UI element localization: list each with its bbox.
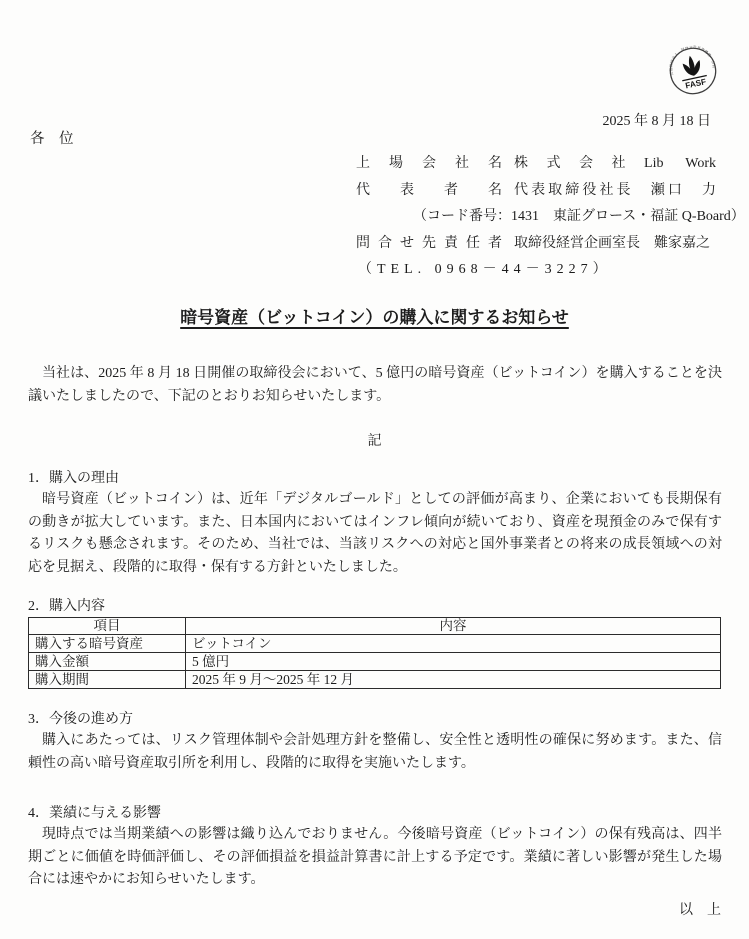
table-header-item: 項目 xyxy=(29,618,186,635)
telephone-line: （TEL. 0968－44－3227） xyxy=(358,262,612,277)
table-header-content: 内容 xyxy=(186,618,721,635)
section-heading: 3．今後の進め方 xyxy=(28,712,133,727)
section-purchase-details xyxy=(28,597,722,689)
recipient-line: 各 位 xyxy=(30,131,74,147)
table-row xyxy=(29,653,721,671)
contact-value: 取締役経営企画室長 難家嘉之 xyxy=(514,235,710,251)
purchase-details-table xyxy=(28,617,721,689)
sender-info-block xyxy=(356,151,745,284)
section-heading: 2．購入内容 xyxy=(28,599,105,614)
stock-code-line: （コード番号：1431 東証グロース・福証 Q-Board） xyxy=(413,209,745,224)
section-earnings-impact xyxy=(28,803,722,892)
table-cell-label: 購入金額 xyxy=(29,653,186,671)
section-body: 現時点では当期業績への影響は織り込んでおりません。今後暗号資産（ビットコイン）の保有残高は、四半期ごとに価値を時価評価し、その評価損益を損益計算書に計上する予定です。業績に著しい影響が発生した場合には速やかにお知らせいたします。 xyxy=(28,827,722,887)
listed-company-label: 上場会社名 xyxy=(356,156,502,171)
representative-value: 代表取締役社長 瀬口 力 xyxy=(514,182,716,198)
listed-company-value: 株式会社Lib Work xyxy=(514,156,716,171)
fasf-logo-icon xyxy=(663,41,722,100)
representative-label: 代表者名 xyxy=(356,182,502,198)
section-body: 暗号資産（ビットコイン）は、近年「デジタルゴールド」としての評価が高まり、企業においても長期保有の動きが拡大しています。また、日本国内においてはインフレ傾向が続いており、資産を現預金のみで保有するリスクも懸念されます。そのため、当社では、当該リスクへの対応と国外事業者との将来の成長領域への対応を見据え、段階的に取得・保有する方針といたしました。 xyxy=(28,492,722,575)
table-row xyxy=(29,635,721,653)
fasf-acronym: FASF xyxy=(684,77,707,91)
intro-paragraph: 当社は、2025 年 8 月 18 日開催の取締役会において、5 億円の暗号資産（ビットコイン）を購入することを決議いたしましたので、下記のとおりお知らせいたします。 xyxy=(28,366,722,404)
section-future-plan xyxy=(28,709,722,775)
table-cell-value: 2025 年 9 月～2025 年 12 月 xyxy=(186,671,721,689)
section-heading: 4．業績に与える影響 xyxy=(28,806,161,821)
section-heading: 1．購入の理由 xyxy=(28,471,119,486)
contact-label: 問合せ先責任者 xyxy=(356,235,502,251)
contact-row xyxy=(356,231,716,258)
table-cell-label: 購入する暗号資産 xyxy=(29,635,186,653)
section-body: 購入にあたっては、リスク管理体制や会計処理方針を整備し、安全性と透明性の確保に努めます。また、信頼性の高い暗号資産取引所を利用し、段階的に取得を実施いたします。 xyxy=(28,733,722,771)
notice-marker: 記 xyxy=(367,434,382,449)
representative-row xyxy=(356,178,716,205)
closing-mark: 以 上 xyxy=(679,903,721,918)
table-cell-value: ビットコイン xyxy=(186,635,721,653)
document-date: 2025 年 8 月 18 日 xyxy=(602,114,711,129)
table-cell-label: 購入期間 xyxy=(29,671,186,689)
document-title: 暗号資産（ビットコイン）の購入に関するお知らせ xyxy=(180,308,569,327)
table-cell-value: 5 億円 xyxy=(186,653,721,671)
fasf-ring-text: 公益財団法人 財務会計基準機構 会員 xyxy=(669,45,716,77)
section-purchase-reason xyxy=(28,468,722,579)
listed-company-row xyxy=(356,151,716,178)
table-header-row xyxy=(29,618,721,635)
table-row xyxy=(29,671,721,689)
